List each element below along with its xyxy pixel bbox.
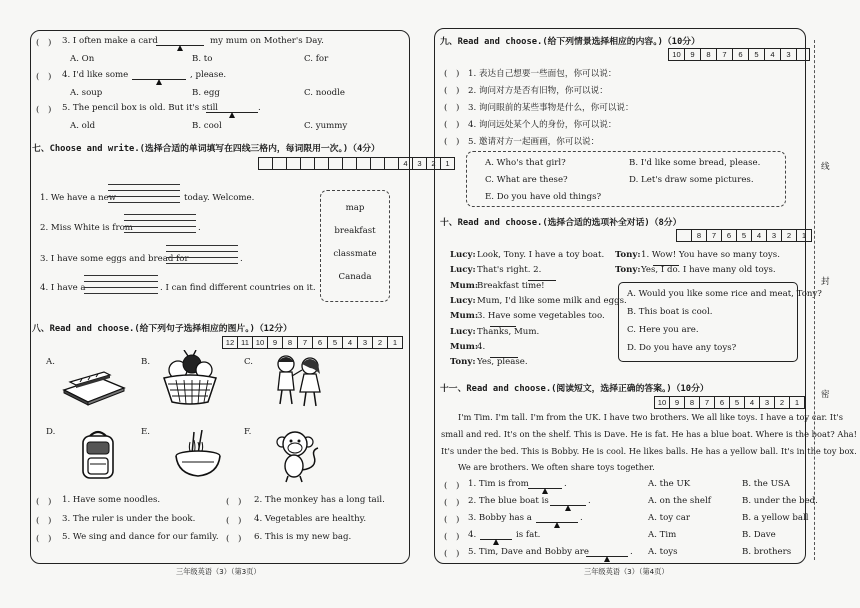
blank-triangle-icon: [177, 45, 183, 51]
left-page-footer: 三年级英语（3）（第3页）: [176, 567, 261, 576]
monkey-icon: [274, 428, 322, 484]
score-grid-8: 12 11 10 9 8 7 6 5 4 3 2 1: [222, 336, 403, 349]
right-page-footer: 三年级英语（3）（第4页）: [584, 567, 669, 576]
blank-triangle-icon: [604, 556, 610, 562]
word-canada: Canada: [338, 272, 372, 282]
answer-blank[interactable]: [156, 36, 204, 55]
picture-label-b: B.: [141, 357, 151, 367]
reading-blank-3[interactable]: [536, 513, 578, 532]
situation-options-box: A. Who's that girl? B. I'd like some bread, please. C. What are these? D. Let's draw some pictures. E. Do you have old things?: [466, 151, 786, 207]
vegetable-basket-icon: [160, 350, 220, 408]
section-7-title: 七、Choose and write.(选择合适的单词填写在四线三格内，每词限用一次。)（4分）: [32, 144, 380, 154]
blank-triangle-icon: [229, 112, 235, 118]
blank-triangle-icon: [554, 522, 560, 528]
picture-label-d: D.: [46, 427, 56, 437]
score-grid-7: 4 3 2 1: [258, 157, 455, 170]
picture-label-f: F.: [244, 427, 252, 437]
dialog-options-box: A. Would you like some rice and meat, Tony? B. This boat is cool. C. Here you are. D. Do you have any toys?: [618, 282, 798, 362]
binding-line: [814, 40, 815, 560]
margin-char-line: 线: [821, 162, 830, 172]
answer-blank[interactable]: [206, 103, 258, 122]
answer-blank[interactable]: [132, 70, 186, 89]
word-map: map: [345, 203, 365, 213]
word-breakfast: breakfast: [334, 226, 376, 236]
margin-char-seal: 封: [821, 277, 830, 287]
picture-label-a: A.: [46, 357, 55, 367]
word-classmate: classmate: [333, 249, 377, 259]
section-8-title: 八、Read and choose.(给下列句子选择相应的图片。)（12分）: [32, 324, 292, 334]
picture-label-c: C.: [244, 357, 254, 367]
section-10-title: 十、Read and choose.(选择合适的选项补全对话)（8分）: [440, 218, 682, 228]
blank-triangle-icon: [156, 79, 162, 85]
blank-triangle-icon: [493, 539, 499, 545]
children-dancing-icon: [268, 352, 328, 408]
margin-char-secret: 密: [821, 390, 830, 400]
section-11-title: 十一、Read and choose.(阅读短文，选择正确的答案。)（10分）: [440, 384, 709, 394]
reading-blank-5[interactable]: [586, 547, 628, 566]
score-grid-10: 8 7 6 5 4 3 2 1: [676, 229, 812, 242]
noodle-bowl-icon: [172, 430, 224, 480]
score-grid-11: 10 9 8 7 6 5 4 3 2 1: [654, 396, 805, 409]
backpack-icon: [78, 428, 118, 482]
book-and-ruler-icon: [60, 364, 128, 406]
section-9-title: 九、Read and choose.(给下列情景选择相应的内容。)（10分）: [440, 37, 700, 47]
picture-label-e: E.: [141, 427, 151, 437]
blank-triangle-icon: [542, 488, 548, 494]
word-bank-box: [320, 190, 390, 302]
blank-triangle-icon: [565, 505, 571, 511]
score-grid-9: 10 9 8 7 6 5 4 3: [668, 48, 810, 61]
